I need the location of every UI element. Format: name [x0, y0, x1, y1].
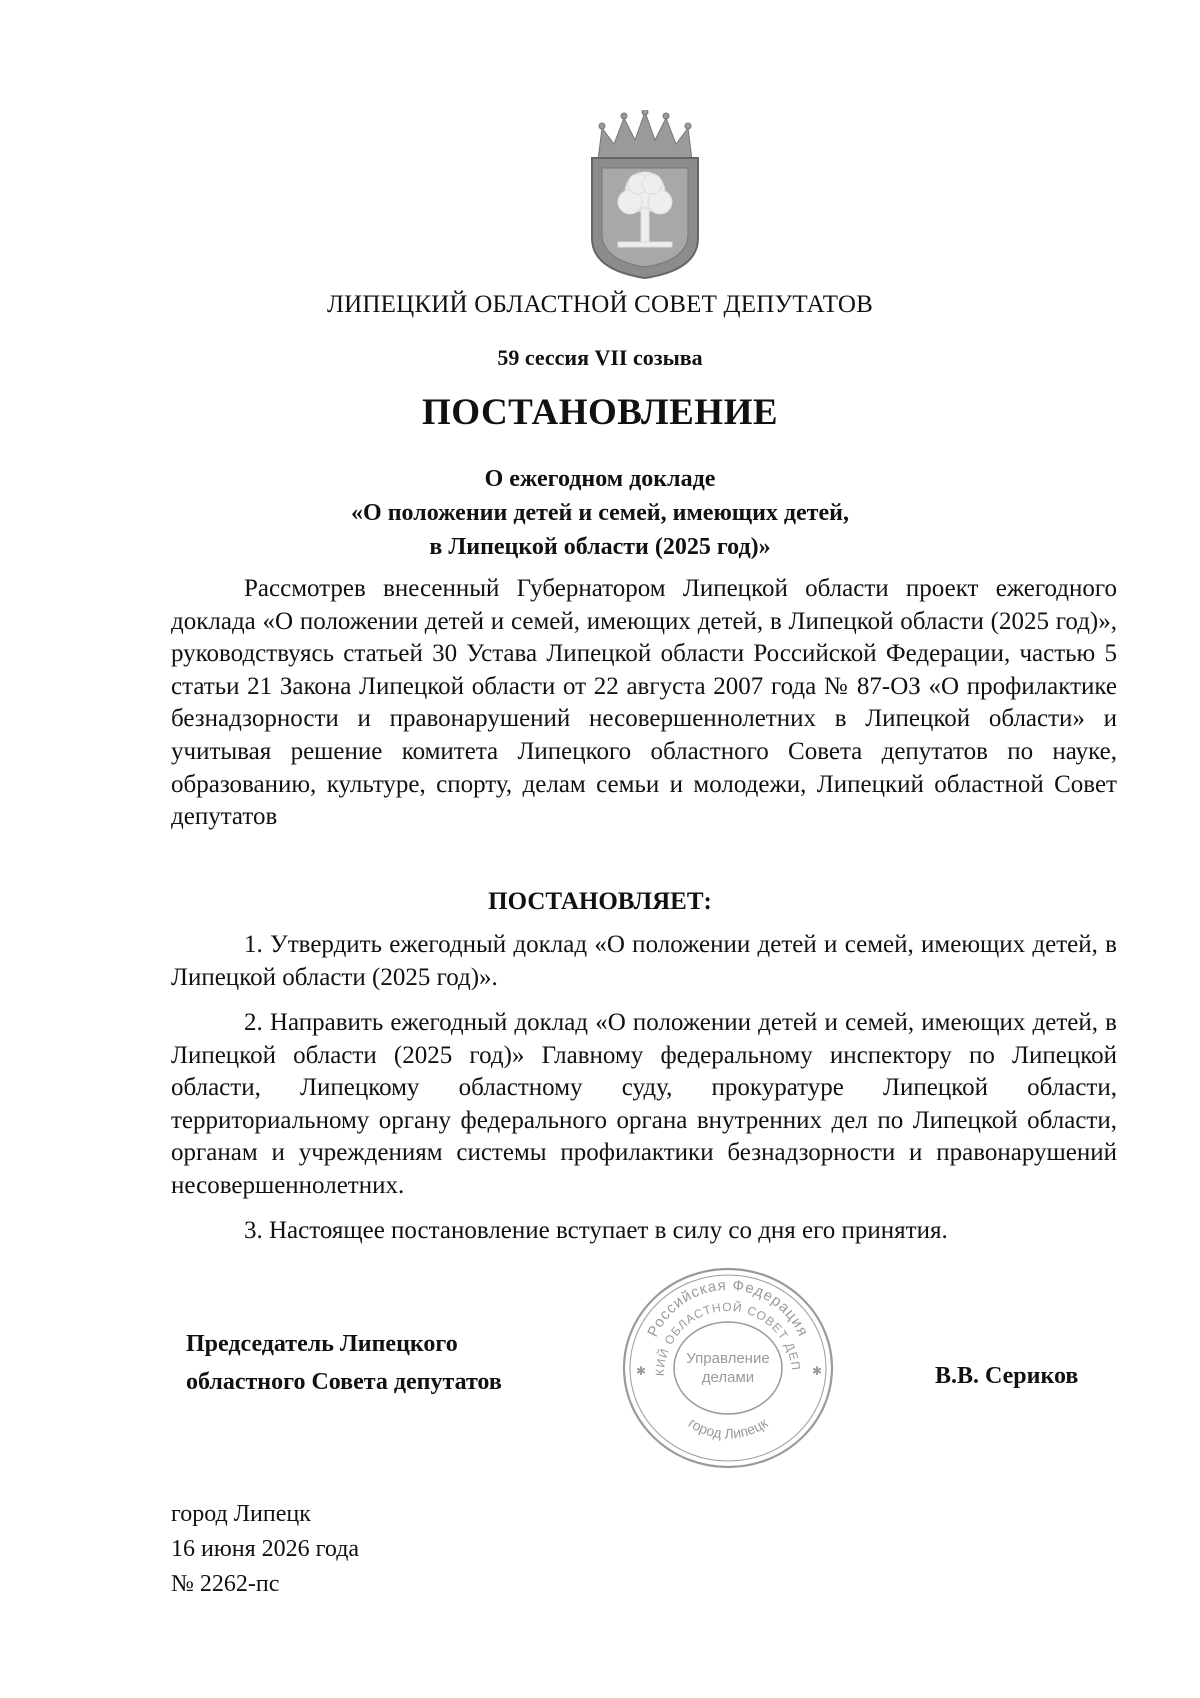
signature-title-line: областного Совета депутатов [186, 1369, 502, 1395]
preamble-block [171, 573, 1117, 834]
resolution-item-3 [171, 1215, 1117, 1248]
seal-bottom-text: город Липецк [685, 1414, 771, 1442]
footer-number: № 2262-пс [171, 1571, 280, 1597]
resolution-item-text: 3. Настоящее постановление вступает в силу со дня его принятия. [244, 1217, 948, 1244]
resolution-item-text: 1. Утвердить ежегодный доклад «О положении детей и семей, имеющих детей, в Липецкой области (2025 год)». [171, 931, 1117, 991]
signer-name: В.В. Сериков [935, 1363, 1079, 1389]
signature-title [186, 1325, 502, 1401]
resolves-heading: ПОСТАНОВЛЯЕТ: [488, 888, 712, 915]
official-seal-stamp [620, 1265, 836, 1471]
svg-text:✱: ✱ [812, 1364, 823, 1378]
svg-text:город Липецк [686, 1414, 771, 1441]
resolution-item-text: 2. Направить ежегодный доклад «О положении детей и семей, имеющих детей, в Липецкой области (2025 год)» Главному федеральному инспектору по Липецкой области, Липецкому областному суду, прокуратуре Липецкой области, территориальному органу федерального органа внутренних дел по Липецкой области, органам и учреждениям системы профилактики безнадзорности и правонарушений несовершеннолетних. [171, 1009, 1117, 1199]
session-label: 59 сессия VII созыва [497, 345, 703, 370]
resolution-item-1 [171, 929, 1117, 994]
seal-center-line: Управление [686, 1350, 770, 1367]
document-footer [171, 1497, 359, 1602]
subject-line: в Липецкой области (2025 год)» [429, 534, 771, 560]
footer-city: город Липецк [171, 1501, 311, 1527]
signature-title-line: Председатель Липецкого [186, 1331, 458, 1357]
seal-center-line: делами [701, 1369, 755, 1386]
seal-outer-text: Российская Федерация [644, 1276, 812, 1340]
document-type-title: ПОСТАНОВЛЕНИЕ [421, 392, 779, 433]
svg-text:✱: ✱ [636, 1364, 647, 1378]
council-name: ЛИПЕЦКИЙ ОБЛАСТНОЙ СОВЕТ ДЕПУТАТОВ [327, 291, 873, 318]
document-subject [0, 462, 1200, 564]
subject-line: «О положении детей и семей, имеющих детей, [351, 500, 849, 526]
footer-date: 16 июня 2026 года [171, 1536, 360, 1562]
seal-inner-text: КИЙ ОБЛАСТНОЙ СОВЕТ ДЕП [652, 1299, 803, 1377]
subject-line: О ежегодном докладе [484, 466, 716, 492]
coat-of-arms-emblem [588, 110, 702, 280]
resolution-item-2 [171, 1007, 1117, 1203]
preamble-paragraph: Рассмотрев внесенный Губернатором Липецкой области проект ежегодного доклада «О положении детей и семей, имеющих детей, в Липецкой области (2025 год)», руководствуясь статьей 30 Устава Липецкой области Российской Федерации, частью 5 статьи 21 Закона Липецкой области от 22 августа 2007 года № 87-ОЗ «О профилактике безнадзорности и правонарушений несовершеннолетних в Липецкой области» и учитывая решение комитета Липецкого областного Совета депутатов по науке, образованию, культуре, спорту, делам семьи и молодежи, Липецкий областной Совет депутатов [171, 575, 1117, 831]
